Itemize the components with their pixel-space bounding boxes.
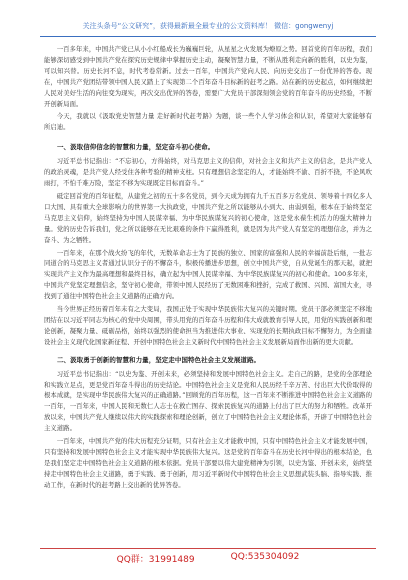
- header-banner: 关注头条号“公文研究”，获得最新最全最专业的公文资料库！ 微信：gongwenyj: [82, 22, 334, 30]
- footer: [40, 552, 376, 565]
- section-2-paragraph-2: 一百年来，中国共产党的伟大历程充分证明，只有社会主义才能救中国，只有中国特色社会主义才能发展中国，只有坚持和发展中国特色社会主义才能实现中华民族伟大复兴。这是党的百年奋斗在历史长河中得出的根本结论，也是我们坚定走中国特色社会主义道路的根本依据。党员干部要以伟大建党精神为引领，以史为鉴、开创未来，始终坚持走中国特色社会主义道路，勇于实践、勇于创新，用习近平新时代中国特色社会主义思想武装头脑、指导实践、推动工作，在新时代的赶考路上交出新的优异答卷。: [44, 438, 372, 489]
- section-2-paragraph-1: 习近平总书记指出：“以史为鉴、开创未来，必须坚持和发展中国特色社会主义。走自己的路，是党的全部理论和实践立足点，更是党百年奋斗得出的历史结论。中国特色社会主义是党和人民历经千辛万苦、付出巨大代价取得的根本成就，是实现中华民族伟大复兴的正确道路。”回顾党的百年历程，这一百年来不断推进中国特色社会主义道路的一百年，一百年来，中国人民和无数仁人志士在救亡图存、探索民族复兴的道路上付出了巨大的努力和牺牲。改革开放以来，中国共产党人继续以伟大的实践探索和理论创新，创立了中国特色社会主义理论体系，开辟了中国特色社会主义道路。: [44, 370, 372, 433]
- intro-paragraph-2: 今天，我就以《汲取党史智慧力量 走好新时代赶考路》为题，谈一些个人学习体会和认识，希望对大家能够有所启迪。: [44, 113, 372, 132]
- footer-qq-group: QQ群：31991489: [116, 555, 195, 565]
- footer-divider: [40, 548, 376, 549]
- section-1-paragraph-3: 一百年来，在那个战火纷飞的年代，无数革命志士为了民族的独立、国家的富强和人民的幸福前赴后继，一批志同道合的马克思主义者通过认识分子的不懈奋斗，积极传播进步思想，创立中国共产党，自从党诞生的那天起，就把实现共产主义作为最高理想和最终目标，确立起为中国人民谋幸福、为中华民族谋复兴的初心和使命。100多年来，中国共产党坚定理想信念，坚守初心使命，带领中国人民经历了无数困难和挫折，完成了救国、兴国、富国大业，寻找到了通往中国特色社会主义道路的正确方向。: [44, 249, 372, 301]
- article-body: [44, 45, 372, 494]
- section-1-paragraph-4: 当今世界正经历着百年未有之大变局，我国正处于实现中华民族伟大复兴的关键时期。党员干部必须坚定不移地团结在以习近平同志为核心的党中央周围，带头用党的百年奋斗历程和伟大成就教育引导人民，用党的实践创新和理论创新，凝聚力量、砥砺品格，始终以强烈的使命担当为推进伟大事业、实现党的长期执政目标不懈努力，为全面建设社会主义现代化国家新征程、开创中国特色社会主义新时代中国特色社会主义发展新局面作出新的更大贡献。: [44, 306, 372, 346]
- intro-paragraph-1: 一百多年来，中国共产党已从小小红船成长为巍巍巨轮，从星星之火发展为燎原之势。回首党的百年历程，我们能够深切感受到中国共产党在探究历史规律中掌握历史主动，凝聚智慧力量，不断从胜利走向新的胜利，以史为鉴，可以知兴替。历史长河不息，时代考卷常新。过去一百年，中国共产党向人民、向历史交出了一份优异的答卷。现在，中国共产党团结带领中国人民又踏上了实现第二个百年奋斗目标新的赶考之路。站在新的历史起点，如何继续把人民对美好生活的向往变为现实，再次交出优异的答卷，需要广大党员干部深刻领会党的百年奋斗的历史经验，不断开创新局面。: [44, 46, 372, 108]
- section-1-paragraph-1: 习近平总书记指出：“不忘初心，方得始终，对马克思主义的信仰，对社会主义和共产主义的信念，是共产党人的政治灵魂，是共产党人经受住各种考验的精神支柱。只有理想信念坚定的人，才能始终不渝、百折不挠，不论风吹雨打，不怕千难万险，坚定不移为实现既定目标而奋斗。”: [44, 158, 372, 188]
- section-2-heading: 二、汲取勇于创新的智慧和力量，坚定走中国特色社会主义发展道路。: [57, 355, 261, 364]
- header-divider: [40, 36, 376, 37]
- section-1-paragraph-2: 砥定回首党的百年征程，从建党之初的五十多名党员，到今天成为拥有九千五百多万名党员、领导着十四亿多人口大国、具有重大全球影响力的世界第一大执政党，中国共产党之所以能够从小到大、由弱到强，根本在于始终坚定马克思主义信仰，始终坚持为中国人民谋幸福、为中华民族谋复兴的初心使命，这是党永葆生机活力的强大精神力量。党的历史告诉我们，党之所以能够在无比艰难的条件下赢得胜利，就是因为共产党人有坚定的理想信念，并为之奋斗、为之牺牲。: [44, 192, 372, 244]
- footer-qq: QQ:535304092: [230, 552, 300, 562]
- section-1-heading: 一、汲取信仰信念的智慧和力量，坚定奋斗初心使命。: [57, 143, 215, 152]
